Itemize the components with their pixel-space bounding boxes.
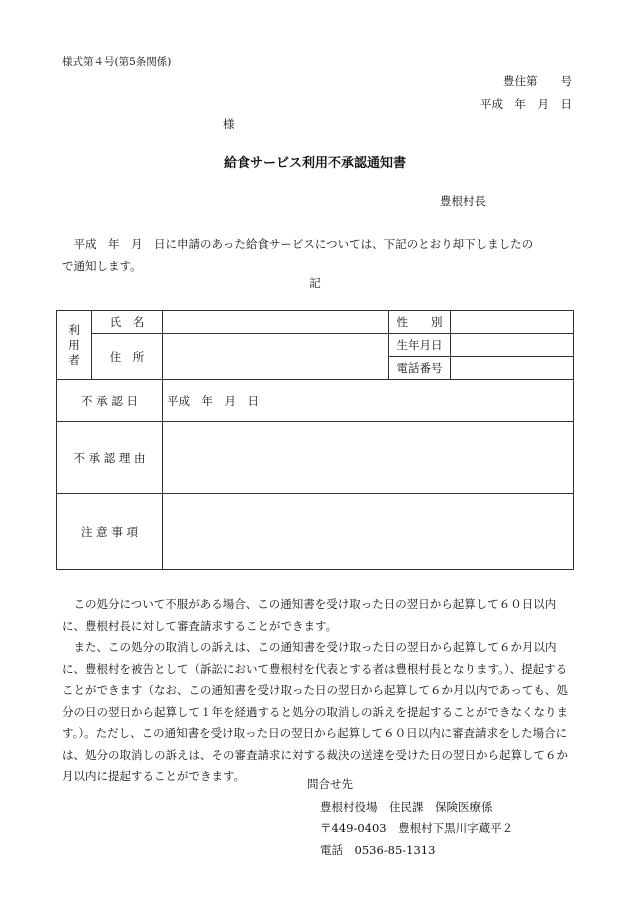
document-number: 豊住第 号 xyxy=(503,74,572,88)
contact-office: 豊根村役場 住民課 保険医療係 xyxy=(320,800,493,814)
name-value-cell xyxy=(163,311,389,334)
notes-label: 注 意 事 項 xyxy=(57,494,163,570)
sex-value-cell xyxy=(451,311,574,334)
name-label: 氏 名 xyxy=(92,311,163,334)
address-value-cell xyxy=(163,334,389,380)
contact-phone: 電話 0536-85-1313 xyxy=(320,843,436,857)
birthdate-value-cell xyxy=(451,334,574,357)
address-label: 住 所 xyxy=(92,334,163,380)
appeal-paragraph-1: この処分について不服がある場合、この通知書を受け取った日の翌日から起算して６０日以内に、豊根村長に対して審査請求することができます。 xyxy=(62,597,557,633)
intro-line-1: 平成 年 月 日に申請のあった給食サービスについては、下記のとおり却下しましたの xyxy=(73,237,534,251)
user-label xyxy=(57,311,92,380)
contact-address: 〒449-0403 豊根村下黒川字蔵平２ xyxy=(320,821,514,835)
intro-line-2: で通知します。 xyxy=(62,259,142,273)
document-title: 給食サービス利用不承認通知書 xyxy=(223,156,406,171)
appeal-notice xyxy=(62,594,578,788)
user-label-char: 利 xyxy=(68,322,80,337)
reason-value-cell xyxy=(163,422,574,494)
non-approval-date-value: 平成 年 月 日 xyxy=(163,380,574,422)
birthdate-label: 生年月日 xyxy=(389,334,451,357)
phone-value-cell xyxy=(451,357,574,380)
intro-text xyxy=(62,233,582,277)
non-approval-date-label: 不 承 認 日 xyxy=(57,380,163,422)
form-number: 様式第４号(第5条関係) xyxy=(62,56,172,68)
sender-name: 豊根村長 xyxy=(440,194,486,208)
user-label-char: 用 xyxy=(68,337,80,352)
ki-heading: 記 xyxy=(309,276,321,290)
notes-value-cell xyxy=(163,494,574,570)
addressee-honorific: 様 xyxy=(223,117,235,131)
appeal-paragraph-2: また、この処分の取消しの訴えは、この通知書を受け取った日の翌日から起算して６か月以内に、豊根村を被告として（訴訟において豊根村を代表とする者は豊根村長となります。）、提起することができます（なお、この通知書を受け取った日の翌日から起算して６か月以内であっても、処分の日の翌日から起算して１年を経過すると処分の取消しの訴えを提起することができなくなります。）。ただし、この通知書を受け取った日の翌日から起算して６０日以内に審査請求をした場合には、処分の取消しの訴えは、その審査請求に対する裁決の送達を受けた日の翌日から起算して６か月以内に提起することができます。 xyxy=(62,640,568,783)
reason-label: 不 承 認 理 由 xyxy=(57,422,163,494)
phone-label: 電話番号 xyxy=(389,357,451,380)
issue-date: 平成 年 月 日 xyxy=(480,97,572,111)
notification-table xyxy=(56,310,574,570)
sex-label: 性 別 xyxy=(389,311,451,334)
user-label-char: 者 xyxy=(68,352,80,367)
contact-heading: 問合せ先 xyxy=(307,777,353,791)
